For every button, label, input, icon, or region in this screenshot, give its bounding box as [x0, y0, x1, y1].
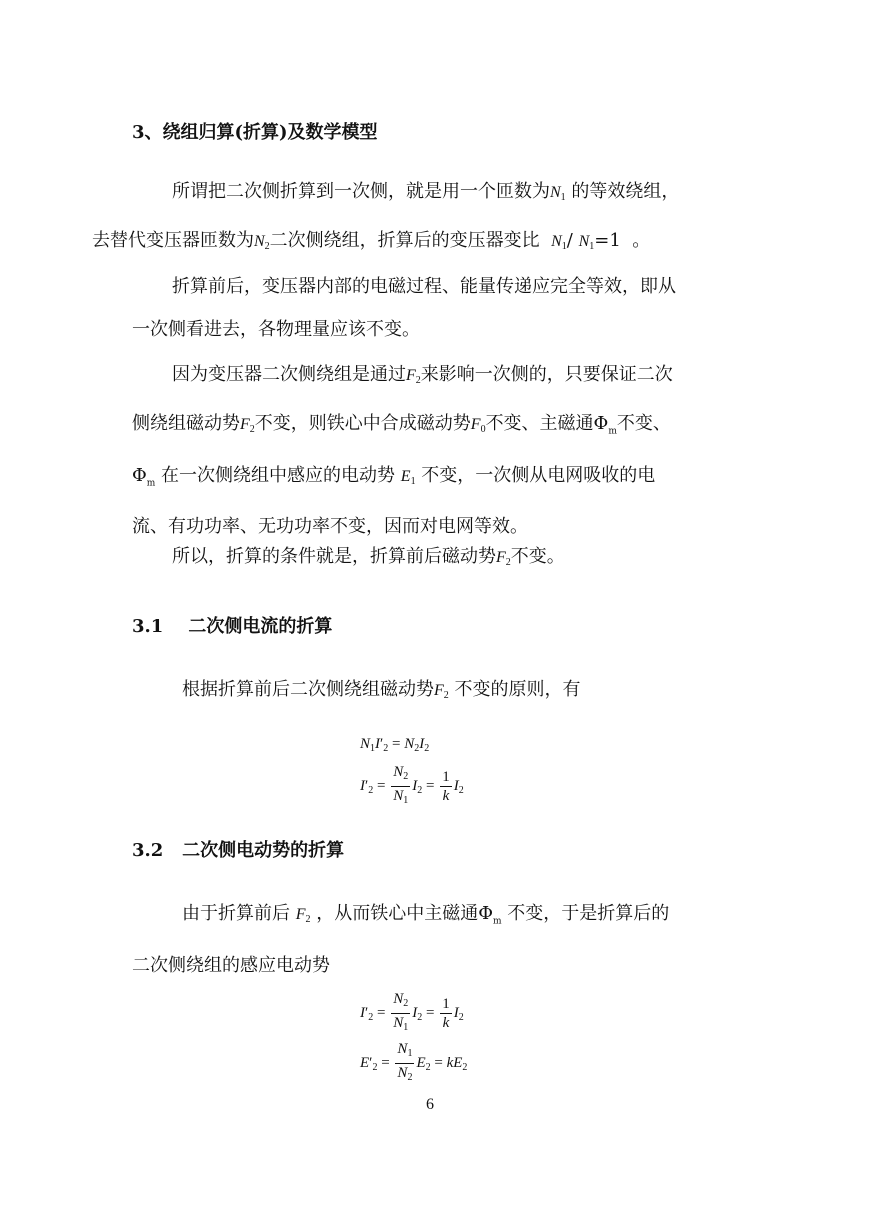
paragraph-2: 折算前后，变压器内部的电磁过程、能量传递应完全等效，即从 一次侧看进去，各物理量应该不变。 — [132, 276, 676, 340]
paragraph-3-1: 根据折算前后二次侧绕组磁动势$F_2$ 不变的原则，有 — [182, 679, 581, 701]
section-heading-3-2: 3.2 二次侧电动势的折算 — [132, 840, 345, 861]
equation-emf-referred: $E'_2$ = $\frac{N_1}{N_2}$ $E_2 = kE_2$ — [360, 1041, 468, 1083]
section-heading-3: 3、绕组归算(折算)及数学模型 — [132, 122, 378, 143]
section-heading-3-1: 3.1 二次侧电流的折算 — [132, 616, 333, 637]
paragraph-3: 因为变压器二次侧绕组是通过$F_2$来影响一次侧的，只要保证二次 侧绕组磁动势$F_2$不变，则铁心中合成磁动势$F_0$不变、主磁通$\Phi_m$不变、 $\Phi_m$ 在一次侧绕组中感应的电动势 $E_1$ 不变，一次侧从电网吸收的电 流、有功功率、无功功率不变，因而对电网等效。 — [132, 364, 673, 538]
paragraph-1: 所谓把二次侧折算到一次侧，就是用一个匝数为$N_1$ 的等效绕组， 去替代变压器匝数为$N_2$二次侧绕组，折算后的变压器变比 $N_1/$ $N_1=1$ 。 — [92, 181, 680, 252]
page-number: 6 — [426, 1096, 434, 1113]
equation-current-referred-2: $I'_2$ = $\frac{N_2}{N_1}$ $I_2$ = $\frac{1}{k}$ $I_2$ — [360, 991, 464, 1033]
equation-current-referred: $I'_2$ = $\frac{N_2}{N_1}$ $I_2$ = $\frac{1}{k}$ $I_2$ — [360, 764, 464, 806]
paragraph-3-2: 由于折算前后 $F_2$ ，从而铁心中主磁通$\Phi_m$ 不变，于是折算后的 二次侧绕组的感应电动势 — [132, 903, 670, 976]
equation-current-balance: $N_1I'_2 = N_2I_2$ — [360, 736, 430, 754]
paragraph-4: 所以，折算的条件就是，折算前后磁动势$F_2$不变。 — [172, 546, 565, 568]
